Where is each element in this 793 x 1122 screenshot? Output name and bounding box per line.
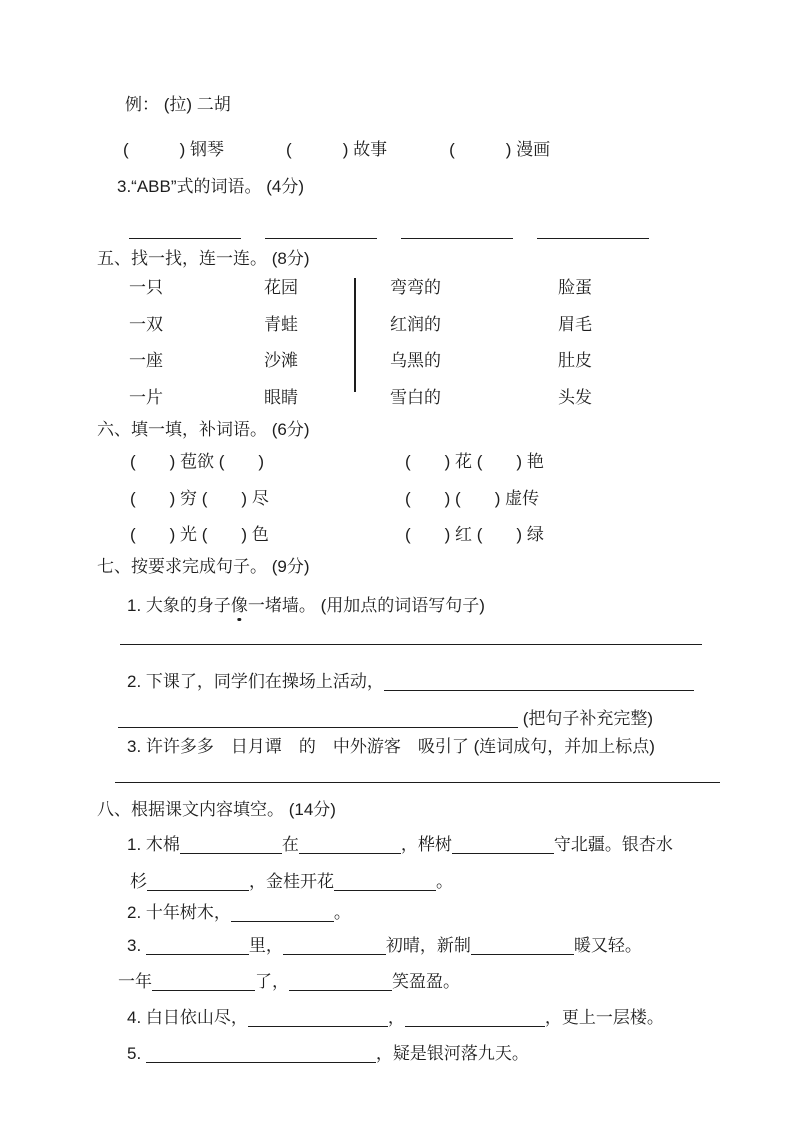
question-1-hint: 一堵墙。 (用加点的词语写句子) [247,596,485,615]
idiom-fill-item: ( ) 光 ( ) 色 [130,525,269,544]
question-1-text: 1. 大象的身子 [127,596,231,615]
fill-item-1-line-1: 1. 木棉 在 ，桦树 守北疆。银杏水 [127,835,673,854]
match-term: 一只 [129,278,163,297]
paren-item: ( ) 钢琴 [123,140,225,159]
match-term: 脸蛋 [558,278,592,297]
idiom-fill-item: ( ) 苞欲 ( ) [130,452,265,471]
match-term: 眉毛 [558,314,592,334]
fill-in-blank [384,673,694,691]
answer-blank [401,224,513,239]
paren-fill-line [123,135,550,160]
question-2-line-1: 2. 下课了，同学们在操场上活动， [127,672,694,692]
match-term: 一座 [129,351,163,370]
answer-line [115,782,720,783]
match-term: 沙滩 [264,351,298,370]
fill-in-blank [146,1045,376,1063]
fill-in-blank [471,937,574,955]
fill-in-blank [405,1009,545,1027]
paren-item: ( ) 漫画 [449,140,551,159]
match-term: 花园 [264,278,298,297]
fill-in-blank [147,873,249,891]
question-1 [127,596,485,616]
fill-in-blank [289,973,392,991]
fill-in-blank [283,937,386,955]
fill-in-blank [118,710,518,728]
abb-words-question: 3.“ABB”式的词语。 (4分) [117,177,305,196]
match-term: 一片 [129,387,163,407]
fill-in-blank [146,937,249,955]
answer-blank [537,224,649,239]
fill-in-blank [334,873,436,891]
section-5-title: 五、找一找，连一连。 (8分) [97,249,310,268]
fill-in-blank [180,836,282,854]
match-term: 乌黑的 [390,351,441,370]
fill-item-5: 5. ，疑是银河落九天。 [127,1044,529,1063]
paren-item: ( ) 故事 [286,140,388,159]
fill-in-blank [299,836,401,854]
abb-answer-blanks [129,224,649,239]
section-6-title: 六、填一填，补词语。 (6分) [97,420,310,439]
fill-item-4: 4. 白日依山尽， ， ，更上一层楼。 [127,1008,664,1027]
answer-line [120,644,702,645]
fill-in-blank [248,1009,388,1027]
answer-blank [129,224,241,239]
match-term: 眼睛 [264,387,298,407]
dotted-word: 像 [230,596,248,615]
answer-blank [265,224,377,239]
idiom-fill-item: ( ) 花 ( ) 艳 [405,452,544,471]
match-term: 弯弯的 [390,278,441,297]
column-divider-line [354,278,356,392]
section-7-title: 七、按要求完成句子。 (9分) [97,557,310,576]
match-term: 肚皮 [558,351,592,370]
idiom-fill-item: ( ) 穷 ( ) 尽 [130,488,269,508]
match-term: 青蛙 [264,314,298,334]
match-term: 头发 [558,387,592,407]
match-term: 一双 [129,314,163,334]
matching-grid [129,270,592,416]
idiom-fill-grid [130,444,544,554]
idiom-fill-item: ( ) 红 ( ) 绿 [405,525,544,544]
fill-item-3-line-2: 一年 了， 笑盈盈。 [118,972,460,991]
fill-item-2: 2. 十年树木， 。 [127,903,351,922]
fill-item-1-line-2: 杉 ，金桂开花 。 [130,872,453,891]
fill-in-blank [231,904,334,922]
fill-item-3-line-1: 3. 里， 初晴，新制 暖又轻。 [127,936,642,955]
match-term: 雪白的 [390,387,441,407]
fill-in-blank [152,973,255,991]
example-line: 例： (拉) 二胡 [125,95,231,114]
question-3: 3. 许许多多 日月谭 的 中外游客 吸引了 (连词成句，并加上标点) [127,737,655,756]
match-term: 红润的 [390,314,441,334]
section-8-title: 八、根据课文内容填空。 (14分) [97,800,336,819]
idiom-fill-item: ( ) ( ) 虚传 [405,488,540,508]
fill-in-blank [452,836,554,854]
question-2-line-2: (把句子补充完整) [118,709,653,729]
